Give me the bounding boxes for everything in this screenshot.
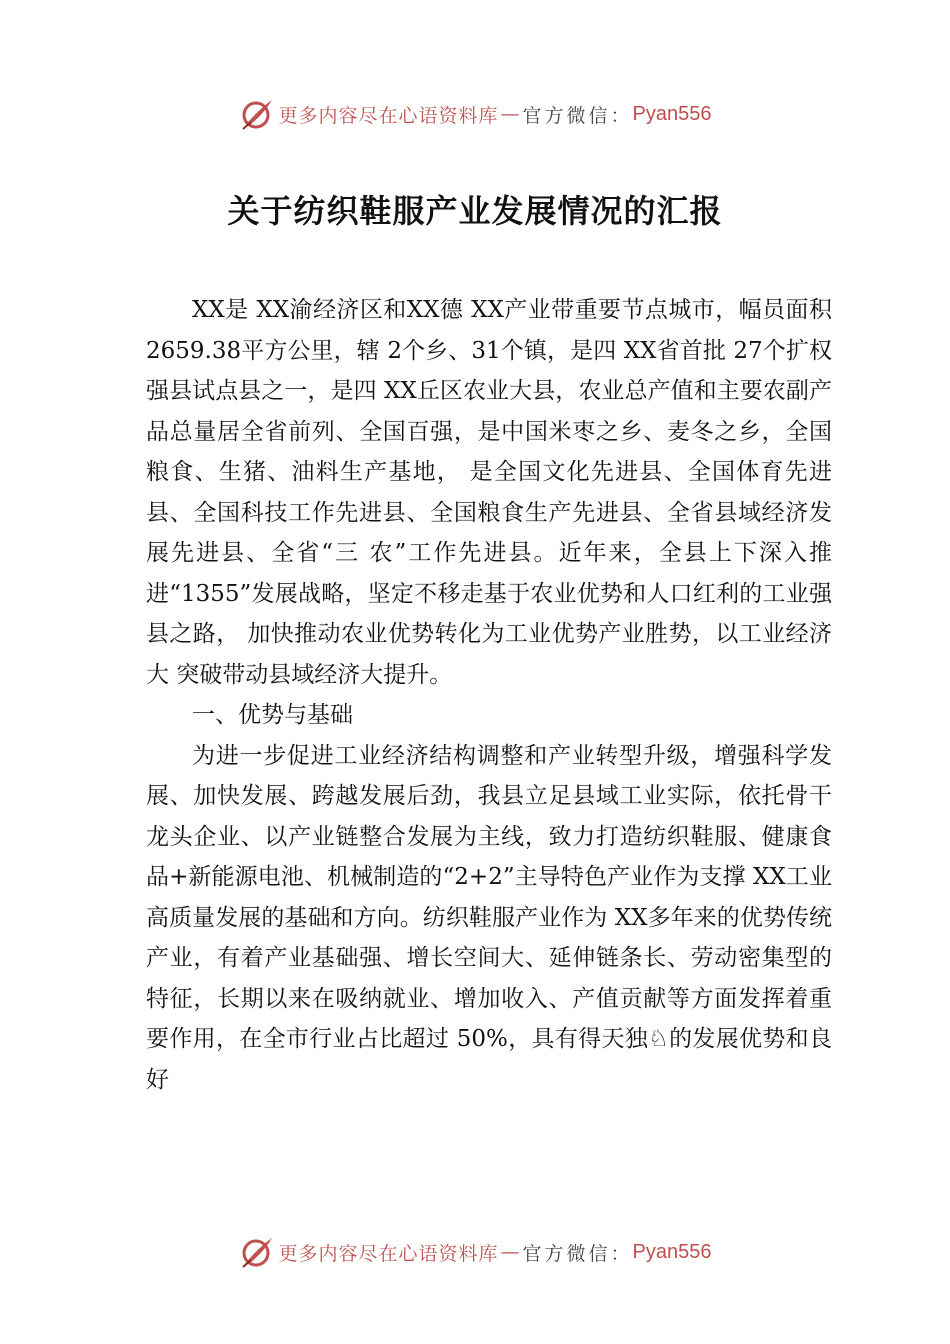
body-paragraph: XX是 XX渝经济区和XX德 XX产业带重要节点城市，幅员面积 2659.38平方公里，辖 2个乡、31个镇，是四 XX省首批 27个扩权强县试点县之一，是四 XX丘区农业大县，农业总产值和主要农副产品总量居全省前列、全国百强，是中国米枣之乡、麦冬之乡，全国粮食、生猪、油料生产基地， 是全国文化先进县、全国体育先进县、全国科技工作先进县、全国粮食生产先进县、全省县域经济发展先进县、全省“三 农”工作先进县。近年来，全县上下深入推进“1355”发展战略，坚定不移走基于农业优势和人口红利的工业强县之路， 加快推动农业优势转化为工业优势产业胜势，以工业经济大 突破带动县域经济大提升。 [146, 297, 832, 688]
section-heading: 一、优势与基础 [192, 702, 353, 728]
banner-wechat-id: Pyan556 [632, 1240, 712, 1263]
banner-dash: — [500, 103, 521, 125]
banner-wechat-id: Pyan556 [632, 102, 712, 125]
banner-dash: — [500, 1241, 521, 1263]
footer-banner [0, 1234, 950, 1270]
quill-pen-logo-icon [239, 96, 275, 132]
header-banner [0, 96, 950, 132]
banner-wechat-label: 官方微信： [522, 1242, 633, 1265]
banner-wechat-label: 官方微信： [522, 104, 633, 127]
banner-brand-text: 更多内容尽在心语资料库 [278, 1242, 499, 1265]
document-title: 关于纺织鞋服产业发展情况的汇报 [227, 192, 723, 230]
banner-brand-text: 更多内容尽在心语资料库 [278, 104, 499, 127]
document-body [146, 290, 832, 1100]
body-paragraph: 为进一步促进工业经济结构调整和产业转型升级，增强科学发展、加快发展、跨越发展后劲，我县立足县域工业实际，依托骨干龙头企业、以产业链整合发展为主线，致力打造纺织鞋服、健康食品+新能源电池、机械制造的“2+2”主导特色产业作为支撑 XX工业高质量发展的基础和方向。纺织鞋服产业作为 XX多年来的优势传统产业，有着产业基础强、增长空间大、延伸链条长、劳动密集型的特征，长期以来在吸纳就业、增加收入、产值贡献等方面发挥着重要作用，在全市行业占比超过 50%，具有得天独♘的发展优势和良好 [146, 742, 832, 1093]
quill-pen-logo-icon [239, 1234, 275, 1270]
